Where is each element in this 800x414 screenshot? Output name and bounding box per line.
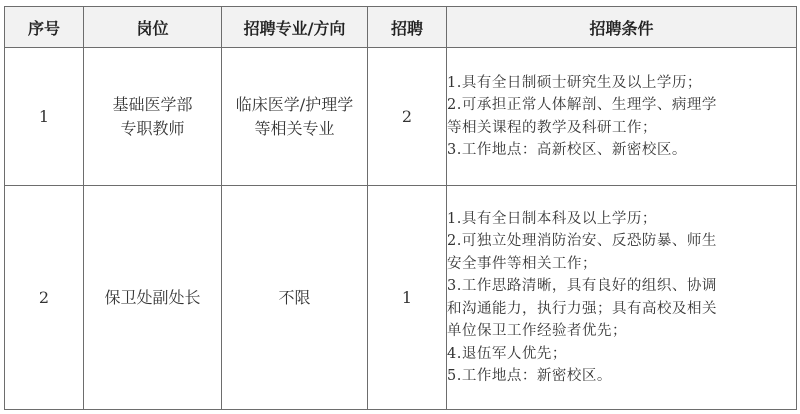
- cell-major: [222, 48, 368, 186]
- recruitment-table: [4, 6, 797, 410]
- cell-requirements: [447, 186, 797, 410]
- requirement-line: 5.工作地点：新密校区。: [447, 368, 612, 384]
- table-row: [5, 186, 797, 410]
- position-line: 保卫处副处长: [104, 287, 201, 307]
- cell-position: [84, 48, 222, 186]
- requirement-line: 2.可独立处理消防治安、反恐防暴、师生: [447, 233, 717, 249]
- requirement-line: 3.工作思路清晰，具有良好的组织、协调: [447, 278, 717, 294]
- cell-count: 1: [368, 186, 447, 410]
- table-row: [5, 48, 797, 186]
- position-line: 基础医学部: [112, 94, 193, 114]
- header-major: 招聘专业/方向: [222, 7, 368, 48]
- cell-position: [84, 186, 222, 410]
- requirement-line: 等相关课程的教学及科研工作；: [447, 119, 657, 136]
- cell-seq: 1: [5, 48, 84, 186]
- requirement-line: 安全事件等相关工作；: [447, 255, 597, 272]
- cell-count: 2: [368, 48, 447, 186]
- cell-seq: 2: [5, 186, 84, 410]
- header-seq: 序号: [5, 7, 84, 48]
- header-requirements: 招聘条件: [447, 7, 797, 48]
- requirement-line: 1.具有全日制硕士研究生及以上学历；: [447, 74, 702, 91]
- header-position: 岗位: [84, 7, 222, 48]
- requirement-line: 单位保卫工作经验者优先；: [447, 323, 627, 339]
- header-count: 招聘: [368, 7, 447, 48]
- major-line: 临床医学/护理学: [235, 94, 354, 114]
- major-line: 等相关专业: [254, 118, 335, 138]
- requirement-line: 1.具有全日制本科及以上学历；: [447, 210, 657, 227]
- header-row: [5, 7, 797, 48]
- position-line: 专职教师: [120, 118, 185, 138]
- requirement-line: 4.退伍军人优先；: [447, 345, 567, 362]
- requirement-line: 和沟通能力，执行力强；具有高校及相关: [447, 300, 717, 317]
- requirement-line: 3.工作地点：高新校区、新密校区。: [447, 142, 687, 158]
- cell-requirements: [447, 48, 797, 186]
- cell-major: [222, 186, 368, 410]
- requirement-line: 2.可承担正常人体解剖、生理学、病理学: [447, 97, 717, 113]
- major-line: 不限: [278, 287, 311, 307]
